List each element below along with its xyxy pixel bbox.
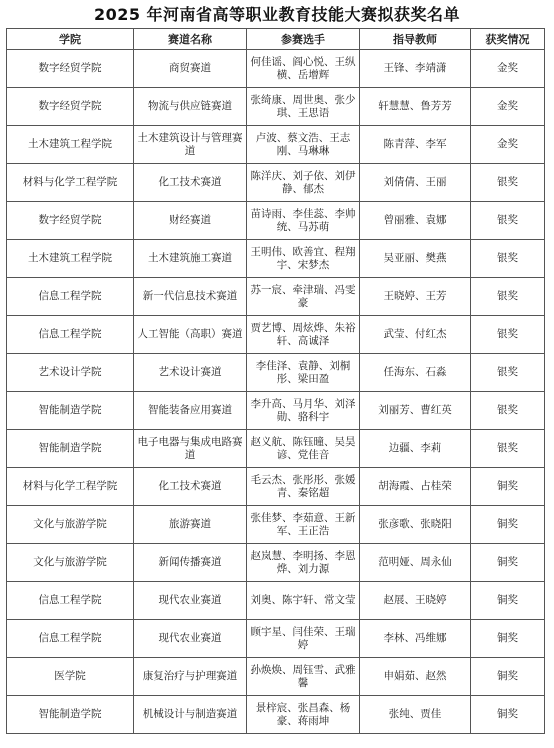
award-cell: 银奖	[471, 354, 545, 392]
instructors-cell: 武莹、付红杰	[360, 316, 471, 354]
contestants-cell: 张佳梦、李茹意、王新军、王正浩	[247, 506, 360, 544]
college-cell: 智能制造学院	[7, 392, 134, 430]
track-cell: 旅游赛道	[134, 506, 247, 544]
award-cell: 铜奖	[471, 696, 545, 734]
award-table	[6, 28, 545, 734]
contestants-cell: 苏一宸、牵津瑞、冯雯豪	[247, 278, 360, 316]
table-row	[7, 392, 545, 430]
college-cell: 信息工程学院	[7, 278, 134, 316]
instructors-cell: 任海东、石淼	[360, 354, 471, 392]
contestants-cell: 贾艺博、周炫烨、朱裕轩、高诚泽	[247, 316, 360, 354]
college-cell: 土木建筑工程学院	[7, 240, 134, 278]
award-cell: 银奖	[471, 430, 545, 468]
track-cell: 机械设计与制造赛道	[134, 696, 247, 734]
track-cell: 现代农业赛道	[134, 582, 247, 620]
track-cell: 土木建筑设计与管理赛道	[134, 126, 247, 164]
award-cell: 金奖	[471, 126, 545, 164]
table-body	[7, 50, 545, 734]
contestants-cell: 赵岚慧、李明扬、李恩烨、刘力源	[247, 544, 360, 582]
college-cell: 土木建筑工程学院	[7, 126, 134, 164]
award-cell: 银奖	[471, 278, 545, 316]
award-cell: 铜奖	[471, 620, 545, 658]
award-cell: 银奖	[471, 240, 545, 278]
award-cell: 金奖	[471, 88, 545, 126]
track-cell: 康复治疗与护理赛道	[134, 658, 247, 696]
college-cell: 艺术设计学院	[7, 354, 134, 392]
college-cell: 材料与化学工程学院	[7, 164, 134, 202]
college-cell: 信息工程学院	[7, 620, 134, 658]
table-row	[7, 620, 545, 658]
instructors-cell: 刘丽芳、曹红英	[360, 392, 471, 430]
table-row	[7, 202, 545, 240]
award-cell: 铜奖	[471, 658, 545, 696]
table-row	[7, 430, 545, 468]
table-row	[7, 544, 545, 582]
award-cell: 银奖	[471, 164, 545, 202]
instructors-cell: 张纯、贾佳	[360, 696, 471, 734]
contestants-cell: 王明伟、欧善宜、程翔宇、宋梦杰	[247, 240, 360, 278]
award-cell: 银奖	[471, 316, 545, 354]
contestants-cell: 顾宇星、闫佳荣、王瑞婷	[247, 620, 360, 658]
award-cell: 金奖	[471, 50, 545, 88]
instructors-cell: 李林、冯维娜	[360, 620, 471, 658]
contestants-cell: 毛云杰、张彤彤、张媛青、秦铭超	[247, 468, 360, 506]
instructors-cell: 刘倩倩、王丽	[360, 164, 471, 202]
instructors-cell: 王晓婷、王芳	[360, 278, 471, 316]
instructors-cell: 吴亚丽、樊燕	[360, 240, 471, 278]
table-row	[7, 506, 545, 544]
header-contestants: 参赛选手	[247, 29, 360, 50]
college-cell: 材料与化学工程学院	[7, 468, 134, 506]
table-row	[7, 582, 545, 620]
contestants-cell: 李升高、马月华、刘泽勋、骆科宇	[247, 392, 360, 430]
table-header-row	[7, 29, 545, 50]
instructors-cell: 边疆、李莉	[360, 430, 471, 468]
track-cell: 化工技术赛道	[134, 164, 247, 202]
award-cell: 铜奖	[471, 582, 545, 620]
instructors-cell: 陈青萍、李军	[360, 126, 471, 164]
instructors-cell: 王锋、李靖潇	[360, 50, 471, 88]
track-cell: 智能装备应用赛道	[134, 392, 247, 430]
contestants-cell: 刘奥、陈宇轩、常文莹	[247, 582, 360, 620]
table-row	[7, 88, 545, 126]
table-row	[7, 658, 545, 696]
college-cell: 智能制造学院	[7, 696, 134, 734]
college-cell: 文化与旅游学院	[7, 544, 134, 582]
award-cell: 银奖	[471, 392, 545, 430]
track-cell: 商贸赛道	[134, 50, 247, 88]
track-cell: 化工技术赛道	[134, 468, 247, 506]
contestants-cell: 陈洋庆、刘子依、刘伊静、郁杰	[247, 164, 360, 202]
college-cell: 数字经贸学院	[7, 88, 134, 126]
track-cell: 新一代信息技术赛道	[134, 278, 247, 316]
college-cell: 信息工程学院	[7, 582, 134, 620]
contestants-cell: 景梓宸、张昌森、杨豪、蒋雨坤	[247, 696, 360, 734]
track-cell: 现代农业赛道	[134, 620, 247, 658]
college-cell: 文化与旅游学院	[7, 506, 134, 544]
table-row	[7, 354, 545, 392]
college-cell: 数字经贸学院	[7, 202, 134, 240]
contestants-cell: 李佳泽、袁静、刘桐彤、梁田盈	[247, 354, 360, 392]
track-cell: 财经赛道	[134, 202, 247, 240]
header-award: 获奖情况	[471, 29, 545, 50]
contestants-cell: 苗诗雨、李佳蕊、李帅统、马苏萌	[247, 202, 360, 240]
award-cell: 铜奖	[471, 506, 545, 544]
header-instructors: 指导教师	[360, 29, 471, 50]
table-row	[7, 50, 545, 88]
contestants-cell: 何佳谣、阎心悦、王纵横、岳增辉	[247, 50, 360, 88]
page-title: 2025 年河南省高等职业教育技能大赛拟获奖名单	[93, 5, 461, 24]
track-cell: 电子电器与集成电路赛道	[134, 430, 247, 468]
instructors-cell: 申娟茹、赵然	[360, 658, 471, 696]
instructors-cell: 赵展、王晓婷	[360, 582, 471, 620]
track-cell: 新闻传播赛道	[134, 544, 247, 582]
instructors-cell: 张彦歌、张晓阳	[360, 506, 471, 544]
instructors-cell: 轩慧慧、鲁芳芳	[360, 88, 471, 126]
instructors-cell: 胡海霞、占桂荣	[360, 468, 471, 506]
table-row	[7, 240, 545, 278]
award-cell: 银奖	[471, 202, 545, 240]
table-row	[7, 316, 545, 354]
contestants-cell: 孙焕焕、周钰雪、武雅馨	[247, 658, 360, 696]
track-cell: 物流与供应链赛道	[134, 88, 247, 126]
instructors-cell: 范明娅、周永仙	[360, 544, 471, 582]
contestants-cell: 赵义航、陈钰曈、吴昊谚、党佳音	[247, 430, 360, 468]
header-track: 赛道名称	[134, 29, 247, 50]
college-cell: 数字经贸学院	[7, 50, 134, 88]
table-row	[7, 696, 545, 734]
contestants-cell: 卢波、蔡文浩、王志刚、马琳琳	[247, 126, 360, 164]
award-cell: 铜奖	[471, 544, 545, 582]
college-cell: 信息工程学院	[7, 316, 134, 354]
contestants-cell: 张绮康、周世奥、张少琪、王思语	[247, 88, 360, 126]
header-college: 学院	[7, 29, 134, 50]
award-cell: 铜奖	[471, 468, 545, 506]
track-cell: 人工智能（高职）赛道	[134, 316, 247, 354]
track-cell: 土木建筑施工赛道	[134, 240, 247, 278]
instructors-cell: 曾丽雅、袁娜	[360, 202, 471, 240]
table-row	[7, 164, 545, 202]
track-cell: 艺术设计赛道	[134, 354, 247, 392]
table-row	[7, 126, 545, 164]
table-row	[7, 278, 545, 316]
college-cell: 智能制造学院	[7, 430, 134, 468]
table-row	[7, 468, 545, 506]
college-cell: 医学院	[7, 658, 134, 696]
